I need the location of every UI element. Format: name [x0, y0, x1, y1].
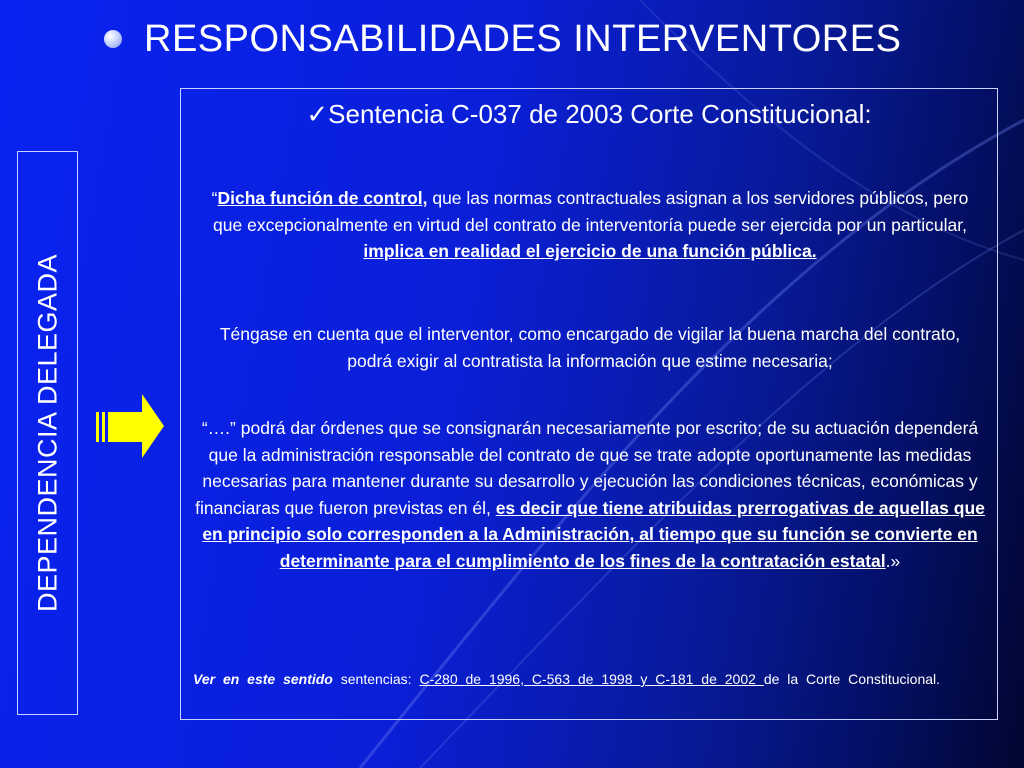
footnote-text: de la Corte Constitucional. — [763, 671, 941, 687]
footnote-citations: C-280 de 1996, C-563 de 1998 y C-181 de 2002 — [419, 671, 764, 687]
footnote-italic: Ver en este sentido — [193, 671, 333, 687]
paragraph-text: .» — [885, 550, 901, 571]
underlined-phrase: implica en realidad el ejercicio de una función pública. — [363, 241, 817, 261]
footnote-text: sentencias: — [332, 671, 420, 687]
underlined-phrase: es decir que tiene atribuidas prerrogativas de aquellas que en principio solo corresponden a la Administración, al tiempo que su función se convierte en determinante para el cumplimiento de los fines de la contratación estatal — [202, 497, 985, 571]
footnote — [193, 669, 987, 689]
title-row — [104, 14, 901, 64]
open-quote: “ — [211, 188, 218, 208]
paragraph-interventor: Téngase en cuenta que el interventor, como encargado de vigilar la buena marcha del contrato, podrá exigir al contratista la información que estime necesaria; — [219, 324, 961, 371]
side-label: DEPENDENCIA DELEGADA — [32, 253, 62, 613]
side-label-box — [17, 151, 78, 715]
paragraph-ordenes — [187, 415, 993, 574]
paragraph-text: “….” podrá dar órdenes que se consignarán necesariamente por escrito; de su actuación dependerá que la administración responsable del contrato de que se trate adopte oportunamente las medidas necesarias para mantener durante su desarrollo y ejecución las condiciones técnicas, económicas y financiaras que fueron previstas en él, — [195, 418, 979, 518]
subtitle-checkmark-heading: ✓Sentencia C-037 de 2003 Corte Constitucional: — [306, 99, 872, 129]
underlined-phrase: Dicha función de control, — [217, 188, 428, 208]
slide-title: RESPONSABILIDADES INTERVENTORES — [144, 17, 902, 60]
bullet-icon — [104, 30, 122, 48]
right-arrow-icon — [94, 390, 166, 462]
paragraph-quote-control — [207, 185, 973, 265]
content-box — [180, 88, 998, 720]
paragraph-text: que las normas contractuales asignan a los servidores públicos, pero que excepcionalmente en virtud del contrato de interventoría puede ser ejercida por un particular, — [213, 188, 969, 235]
